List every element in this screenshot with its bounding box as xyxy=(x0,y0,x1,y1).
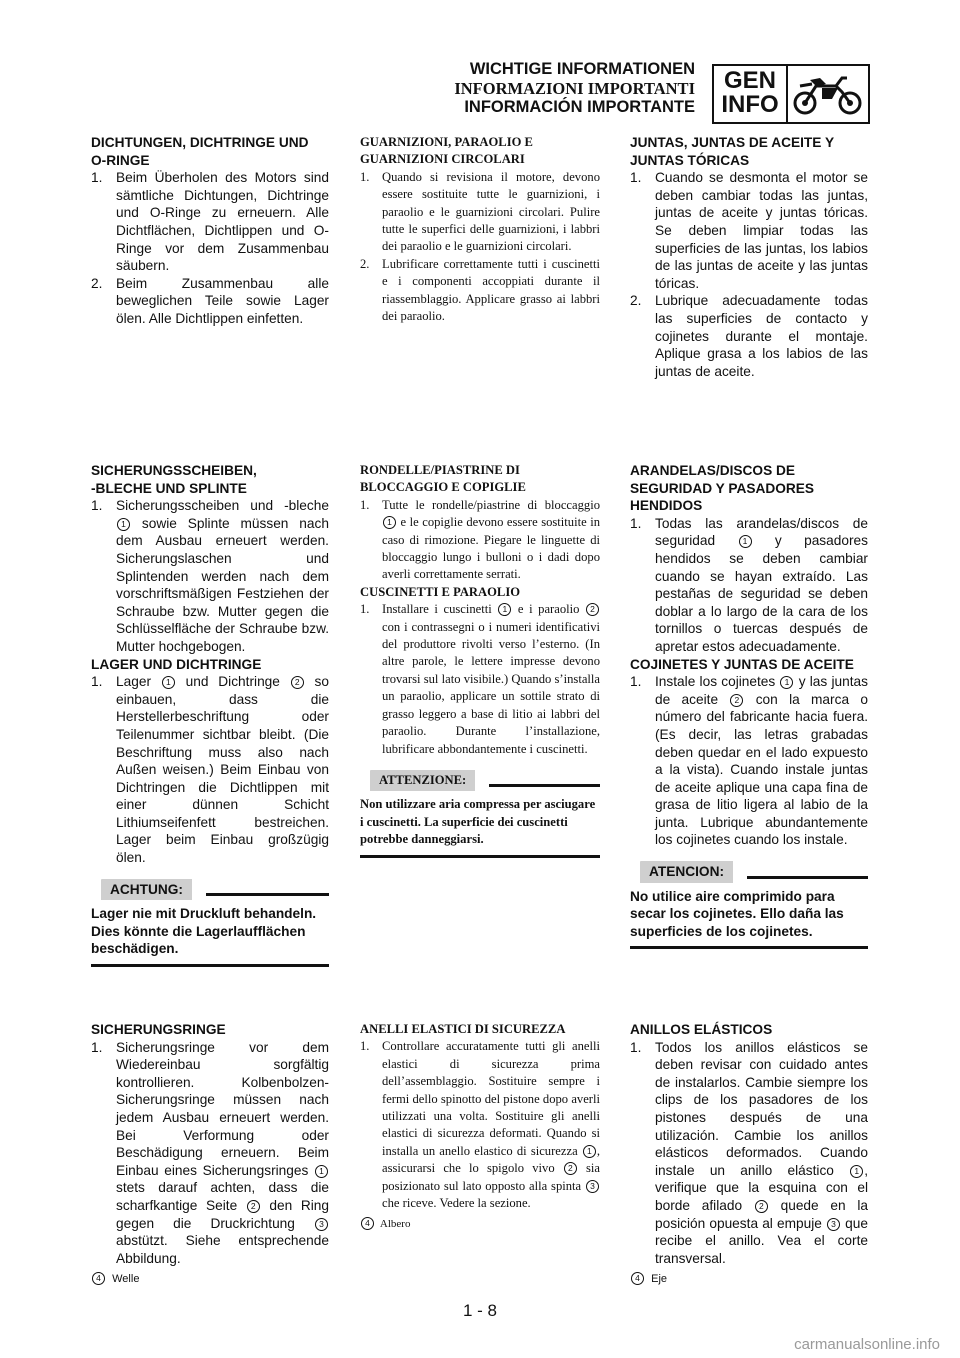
header-titles xyxy=(454,60,695,117)
callout-3: 3 xyxy=(315,1218,328,1231)
sec1-es-title2: JUNTAS TÓRICAS xyxy=(630,152,750,168)
sec1-de-title2: O-RINGE xyxy=(91,152,150,168)
sec1-it-title2: GUARNIZIONI CIRCOLARI xyxy=(360,152,525,167)
sec1-it-title1: GUARNIZIONI, PARAOLIO E xyxy=(360,135,533,149)
sec3-it xyxy=(360,1021,600,1234)
badge-line1: GEN xyxy=(723,67,776,94)
badge-line2: INFO xyxy=(721,91,779,118)
sec1-de-title1: DICHTUNGEN, DICHTRINGE UND xyxy=(91,135,309,150)
caution-text: Lager nie mit Druckluft behandeln. Dies könnte die Lagerlaufflächen beschädigen. xyxy=(91,905,329,967)
figure-legend: 4 Welle xyxy=(91,1271,329,1289)
list-item: 2. Beim Zusammenbau alle beweglichen Teile sowie Lager ölen. Alle Dichtlippen einfetten. xyxy=(91,275,329,326)
sec3-de xyxy=(91,1021,329,1289)
sec2-es-title2b: HENDIDOS xyxy=(630,498,703,514)
callout-4: 4 xyxy=(92,1272,105,1285)
sec2-es xyxy=(630,462,868,949)
list-item: 1. Todos los anillos elásticos se deben revisar con cuidado antes de instalarlos. Cambie siempre los clips de los pasadores de los pistones después de una utilización. Cambie los anillos elásticos deformados. Cuando instale un anillo elástico 1 , verifique que la esquina con el borde afilado 2 quede en la posición opuesta al empuje 3 que recibe el anillo. Vea el corte transversal. xyxy=(630,1039,869,1266)
figure-legend: 4 Eje xyxy=(630,1271,868,1289)
callout-1: 1 xyxy=(739,535,752,548)
list-item: 1. Todas las arandelas/discos de seguridad 1 y pasadores hendidos se deben cambiar cuando se hayan extraído. Las pestañas de seguridad se deben doblar a lo largo de la cara de los tornillos o tuercas después de apretar estos adecuadamente. xyxy=(630,515,868,654)
sec2-it-title1: RONDELLE/PIASTRINE DI xyxy=(360,463,520,477)
list-item: 1. Sicherungsringe vor dem Wiedereinbau sorgfältig kontrollieren. Kolbenbolzen-Sicherungsringe müssen nach jedem Ausbau erneuert werden. Bei Verformung oder Beschädigung erneuern. Beim Einbau eines Sicherungsringes 1 stets darauf achten, dass die scharfkantige Seite 2 den Ring gegen die Druckrichtung 3 abstützt. Siehe entsprechende Abbildung. xyxy=(91,1039,329,1266)
callout-1: 1 xyxy=(383,516,396,529)
callout-3: 3 xyxy=(827,1218,840,1231)
callout-1: 1 xyxy=(117,518,130,531)
list-item: 1. Cuando se desmonta el motor se deben cambiar todas las juntas, juntas de aceite y juntas tóricas. Se deben limpiar todas las superficies de las juntas, los labios de las juntas de aceite y las juntas tóricas. xyxy=(630,170,868,291)
callout-4: 4 xyxy=(631,1272,644,1285)
list-item: 1. Lager 1 und Dichtringe 2 so einbauen, dass die Herstellerbeschriftung oder Teilenummer sichtbar bleibt. (Die Beschriftung muss also nach Außen weisen.) Beim Einbau von Dichtringen die Dichtlippen mit einer dünnen Schicht Lithiumseifenfett bestreichen. Lager beim Einbau großzügig ölen. xyxy=(91,674,329,866)
callout-1: 1 xyxy=(498,603,511,616)
sec3-de-title1: SICHERUNGSRINGE xyxy=(91,1022,226,1037)
header-title-de: WICHTIGE INFORMATIONEN xyxy=(469,60,695,78)
sec2-es-title2: SEGURIDAD Y PASADORES xyxy=(630,480,815,496)
caution-tag: ATENCION: xyxy=(640,861,733,883)
sec1-de xyxy=(91,134,329,328)
callout-1: 1 xyxy=(583,1145,596,1158)
sec1-es xyxy=(630,134,868,380)
callout-2: 2 xyxy=(586,603,599,616)
caution-tag: ATTENZIONE: xyxy=(370,770,475,791)
callout-1: 1 xyxy=(162,676,175,689)
list-item: 1. Controllare accuratamente tutti gli anelli elastici di sicurezza prima dell’assemblaggio. Sostituire sempre i fermi dello spinotto del pistone dopo averli utilizzati una volta. Sostituire gli anelli elastici di sicurezza deformati. Quando si installa un anello elastico di sicurezza 1 , assicurarsi che lo spigolo vivo 2 sia posizionato sul lato opposto alla spinta 3 che riceve. Vedere la sezione. xyxy=(360,1039,600,1211)
callout-1: 1 xyxy=(850,1165,863,1178)
list-item: 1. Instale los cojinetes 1 y las juntas de aceite 2 con la marca o número del fabricante hacia fuera. (Es decir, las letras grabadas deben quedar en el lado expuesto a la vista). Cuando instale juntas de aceite aplique una capa fina de grasa de litio ligera al labio de la junta. Lubrique abundantemente los cojinetes cuando los instale. xyxy=(630,674,868,848)
motorcycle-icon xyxy=(792,72,864,116)
watermark: carmanualsonline.info xyxy=(794,1336,940,1353)
list-item: 1. Installare i cuscinetti 1 e i paraolio 2 con i contrassegni o i numeri identificativi del produttore rivolti verso l’esterno. (In altre parole, le lettere impresse devono trovarsi sul lato visibile.) Quando s’installa un paraolio, applicare un sottile strato di grasso leggero a base di litio ai labbri del paraolio. Durante l’installazione, lubrificare abbondantemente i cuscinetti. xyxy=(360,602,600,756)
list-item: 1. Tutte le rondelle/piastrine di bloccaggio 1 e le copiglie devono essere sostituite in caso di rimozione. Piegare le linguette di bloccaggio lungo i bulloni o i dadi dopo averli correttamente serrati. xyxy=(360,497,600,582)
caution-text: No utilice aire comprimido para secar los cojinetes. Ello daña las superficies de los cojinetes. xyxy=(630,888,868,950)
caution-tag: ACHTUNG: xyxy=(101,879,192,901)
sec2-de-title3: LAGER UND DICHTRINGE xyxy=(91,656,262,672)
sec2-de-title1: SICHERUNGSSCHEIBEN, xyxy=(91,463,257,478)
sec2-de xyxy=(91,462,329,967)
sec3-it-title1: ANELLI ELASTICI DI SICUREZZA xyxy=(360,1022,566,1036)
caution-text: Non utilizzare aria compressa per asciugare i cuscinetti. La superficie dei cuscinetti potrebbe danneggiarsi. xyxy=(360,796,600,857)
caution-box xyxy=(360,770,600,858)
callout-1: 1 xyxy=(315,1165,328,1178)
list-item: 1. Quando si revisiona il motore, devono essere sostituite tutte le guarnizioni, i paraolio e le guarnizioni circolari. Pulire tutte le superfici delle guarnizioni, i labbri dei paraolio e le guarnizioni circolari. xyxy=(360,169,600,254)
sec2-de-title2: -BLECHE UND SPLINTE xyxy=(91,480,247,496)
sec2-it xyxy=(360,462,600,858)
header-title-es: INFORMACIÓN IMPORTANTE xyxy=(464,98,695,116)
sec1-es-title1: JUNTAS, JUNTAS DE ACEITE Y xyxy=(630,135,835,150)
header-title-it: INFORMAZIONI IMPORTANTI xyxy=(454,79,695,98)
sec3-es-title1: ANILLOS ELÁSTICOS xyxy=(630,1022,773,1037)
sec2-it-title2: BLOCCAGGIO E COPIGLIE xyxy=(360,480,526,495)
callout-2: 2 xyxy=(564,1162,577,1175)
caution-box xyxy=(630,861,868,949)
sec2-it-title3: CUSCINETTI E PARAOLIO xyxy=(360,584,521,599)
sec2-es-title1: ARANDELAS/DISCOS DE xyxy=(630,463,796,478)
caution-box xyxy=(91,879,329,967)
sec2-es-title3: COJINETES Y JUNTAS DE ACEITE xyxy=(630,656,854,672)
callout-2: 2 xyxy=(291,676,304,689)
list-item: 2. Lubrique adecuadamente todas las superficies de contacto y cojinetes durante el montaje. Aplique grasa a los labios de las juntas de aceite. xyxy=(630,293,868,379)
list-item: 1. Beim Überholen des Motors sind sämtliche Dichtungen, Dichtringe und O-Ringe zu erneuern. Alle Dichtflächen, Dichtlippen und O-Ringe vor dem Zusammenbau säubern. xyxy=(91,170,329,274)
page-number: 1 - 8 xyxy=(462,1301,498,1320)
list-item: 1. Sicherungsscheiben und -bleche 1 sowie Splinte müssen nach dem Ausbau erneuert werden. Sicherungslaschen und Splintenden werden nach dem vorschriftsmäßigen Festziehen der Schraube bzw. Mutter gegen die Schlüsselfläche der Schraube bzw. Mutter hochgebogen. xyxy=(91,498,329,654)
sec1-it xyxy=(360,134,600,325)
callout-2: 2 xyxy=(755,1200,768,1213)
callout-2: 2 xyxy=(247,1200,260,1213)
callout-4: 4 xyxy=(361,1217,374,1230)
figure-legend: 4 Albero xyxy=(360,1216,600,1233)
callout-1: 1 xyxy=(780,676,793,689)
callout-2: 2 xyxy=(730,694,743,707)
sec3-es xyxy=(630,1021,868,1289)
list-item: 2. Lubrificare correttamente tutti i cuscinetti e i componenti accoppiati durante il riassemblaggio. Applicare grasso ai labbri dei paraolio. xyxy=(360,256,600,324)
gen-info-badge xyxy=(712,64,870,124)
callout-3: 3 xyxy=(586,1180,599,1193)
